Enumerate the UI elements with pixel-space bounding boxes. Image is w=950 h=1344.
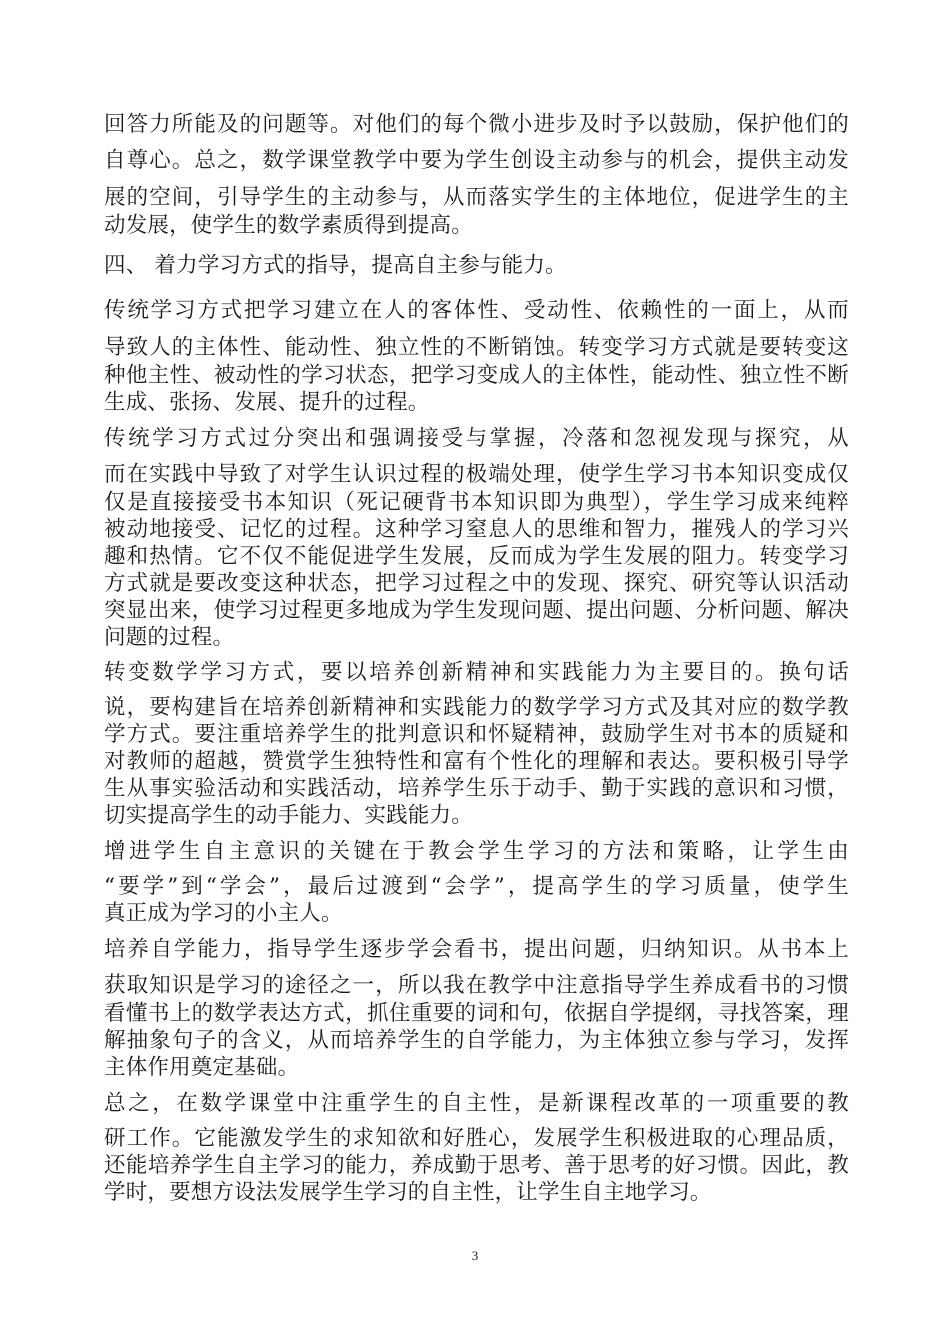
text-line: 而在实践中导致了对学生认识过程的极端处理，使学生学习书本知识变成仅 [104,462,849,487]
text-line: 传统学习方式过分突出和强调接受与掌握，冷落和忽视发现与探究，从 [104,426,849,451]
text-line: 研工作。它能激发学生的求知欲和好胜心，发展学生积极进取的心理品质， [104,1126,849,1151]
text-line: 学时，要想方设法发展学生学习的自主性，让学生自主地学习。 [104,1180,712,1205]
text-line: 回答力所能及的问题等。对他们的每个微小进步及时予以鼓励，保护他们的 [104,112,849,137]
text-line: 真正成为学习的小主人。 [104,901,343,926]
text-line: 学方式。要注重培养学生的批判意识和怀疑精神，鼓励学生对书本的质疑和 [104,722,849,747]
text-line: 主体作用奠定基础。 [104,1055,300,1080]
text-line: 趣和热情。它不仅不能促进学生发展，反而成为学生发展的阻力。转变学习 [104,544,849,569]
text-line: 被动地接受、记忆的过程。这种学习窒息人的思维和智力，摧残人的学习兴 [104,517,849,542]
text-line: 种他主性、被动性的学习状态，把学习变成人的主体性，能动性、独立性不断 [104,363,849,388]
text-line: 转变数学学习方式，要以培养创新精神和实践能力为主要目的。换句话 [104,660,849,685]
text-line: 传统学习方式把学习建立在人的客体性、受动性、依赖性的一面上，从而 [104,298,849,323]
text-line: 动发展，使学生的数学素质得到提高。 [104,213,473,238]
text-line: 总之，在数学课堂中注重学生的自主性，是新课程改革的一项重要的教 [104,1091,849,1116]
text-line: 说，要构建旨在培养创新精神和实践能力的数学学习方式及其对应的数学教 [104,695,849,720]
text-line: 生从事实验活动和实践活动，培养学生乐于动手、勤于实践的意识和习惯， [104,776,849,801]
text-line: 生成、张扬、发展、提升的过程。 [104,390,430,415]
text-line: 方式就是要改变这种状态，把学习过程之中的发现、探究、研究等认识活动 [104,571,849,596]
text-line: 解抽象句子的含义，从而培养学生的自学能力，为主体独立参与学习，发挥 [104,1028,849,1053]
text-line: 展的空间，引导学生的主动参与，从而落实学生的主体地位，促进学生的主 [104,185,849,210]
text-line: 获取知识是学习的途径之一，所以我在教学中注意指导学生养成看书的习惯 [104,973,849,998]
text-line: 仅是直接接受书本知识（死记硬背书本知识即为典型），学生学习成来纯粹 [104,490,849,515]
text-line: 看懂书上的数学表达方式，抓住重要的词和句，依据自学提纲，寻找答案，理 [104,1001,849,1026]
text-line: 培养自学能力，指导学生逐步学会看书，提出问题，归纳知识。从书本上 [104,937,849,962]
text-line: 问题的过程。 [104,625,235,650]
text-line: 切实提高学生的动手能力、实践能力。 [104,803,473,828]
text-line: “要学”到“学会”，最后过渡到“会学”，提高学生的学习质量，使学生 [104,874,849,899]
text-line: 对教师的超越，赞赏学生独特性和富有个性化的理解和表达。要积极引导学 [104,749,849,774]
text-line: 增进学生自主意识的关键在于教会学生学习的方法和策略，让学生由 [104,839,849,864]
text-line: 还能培养学生自主学习的能力，养成勤于思考、善于思考的好习惯。因此，教 [104,1153,849,1178]
text-line: 导致人的主体性、能动性、独立性的不断销蚀。转变学习方式就是要转变这 [104,335,849,360]
page-number: 3 [471,1248,479,1263]
section-heading: 四、 着力学习方式的指导，提高自主参与能力。 [104,253,567,278]
text-line: 突显出来，使学习过程更多地成为学生发现问题、提出问题、分析问题、解决 [104,598,849,623]
text-line: 自尊心。总之，数学课堂教学中要为学生创设主动参与的机会，提供主动发 [104,148,849,173]
